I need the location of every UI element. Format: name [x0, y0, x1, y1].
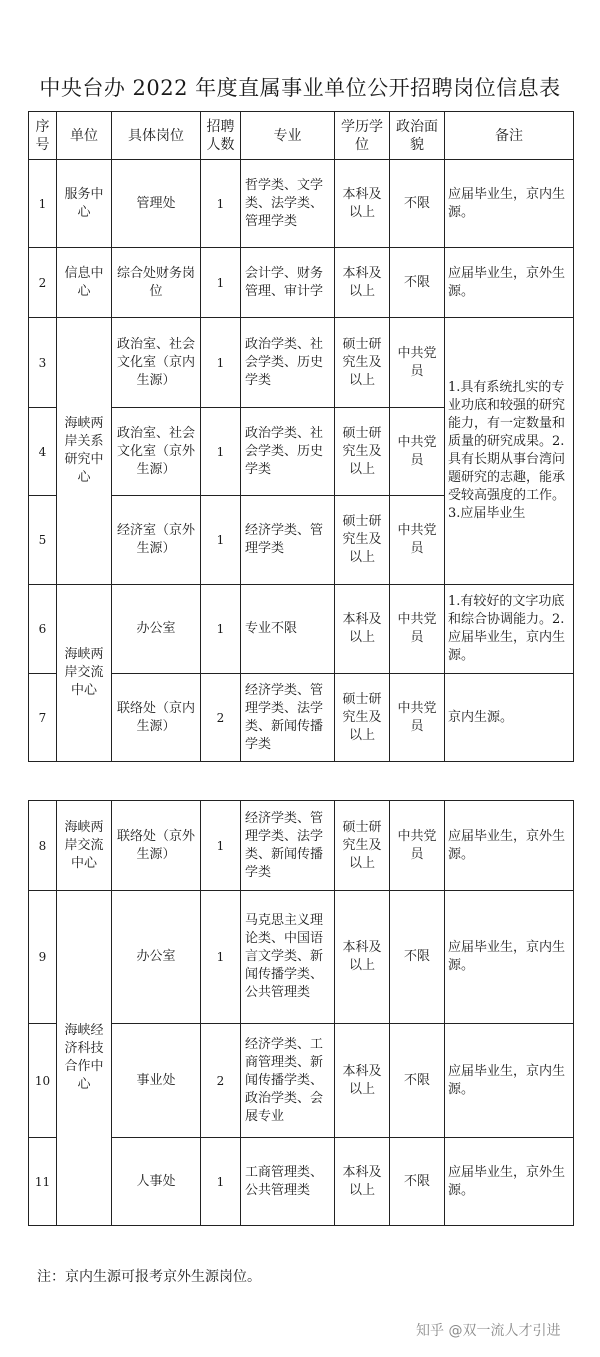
cell-political: 中共党员: [390, 801, 445, 891]
cell-political: 不限: [390, 1138, 445, 1226]
cell-seq: 11: [29, 1138, 57, 1226]
cell-unit: 海峡经济科技合作中心: [57, 891, 112, 1226]
cell-major: 会计学、财务管理、审计学: [241, 248, 335, 318]
cell-position: 经济室（京外生源）: [112, 496, 201, 585]
cell-political: 不限: [390, 160, 445, 248]
cell-education: 硕士研究生及以上: [335, 408, 390, 496]
cell-position: 政治室、社会文化室（京外生源）: [112, 408, 201, 496]
cell-seq: 1: [29, 160, 57, 248]
cell-unit: 服务中心: [57, 160, 112, 248]
cell-position: 人事处: [112, 1138, 201, 1226]
cell-count: 1: [201, 408, 241, 496]
cell-count: 1: [201, 801, 241, 891]
header-notes: 备注: [445, 112, 574, 160]
cell-notes: 应届毕业生，京内生源。: [445, 891, 574, 1024]
cell-major: 经济学类、管理学类: [241, 496, 335, 585]
cell-political: 中共党员: [390, 674, 445, 762]
cell-count: 1: [201, 248, 241, 318]
cell-education: 本科及以上: [335, 1138, 390, 1226]
cell-position: 办公室: [112, 585, 201, 674]
cell-major: 经济学类、管理学类、法学类、新闻传播学类: [241, 674, 335, 762]
cell-seq: 7: [29, 674, 57, 762]
cell-position: 联络处（京外生源）: [112, 801, 201, 891]
footnote: 注：京内生源可报考京外生源岗位。: [37, 1269, 261, 1285]
cell-notes: 应届毕业生，京外生源。: [445, 1138, 574, 1226]
cell-notes: 应届毕业生，京外生源。: [445, 248, 574, 318]
header-row: [29, 112, 574, 160]
cell-notes: 1.有较好的文字功底和综合协调能力。2.应届毕业生，京内生源。: [445, 585, 574, 674]
header-unit: 单位: [57, 112, 112, 160]
cell-seq: 10: [29, 1024, 57, 1138]
cell-position: 事业处: [112, 1024, 201, 1138]
table-row: [29, 160, 574, 248]
page-title: 中央台办 2022 年度直属事业单位公开招聘岗位信息表: [39, 76, 561, 100]
cell-political: 中共党员: [390, 408, 445, 496]
cell-major: 经济学类、管理学类、法学类、新闻传播学类: [241, 801, 335, 891]
cell-political: 中共党员: [390, 318, 445, 408]
cell-education: 硕士研究生及以上: [335, 496, 390, 585]
cell-education: 本科及以上: [335, 585, 390, 674]
cell-seq: 6: [29, 585, 57, 674]
recruitment-table-part2: [28, 800, 574, 1226]
cell-count: 1: [201, 1138, 241, 1226]
cell-unit: 信息中心: [57, 248, 112, 318]
cell-position: 联络处（京内生源）: [112, 674, 201, 762]
cell-seq: 5: [29, 496, 57, 585]
header-education: 学历学位: [335, 112, 390, 160]
cell-major: 马克思主义理论类、中国语言文学类、新闻传播学类、公共管理类: [241, 891, 335, 1024]
cell-unit: 海峡两岸交流中心: [57, 801, 112, 891]
cell-notes: 应届毕业生，京外生源。: [445, 801, 574, 891]
cell-position: 办公室: [112, 891, 201, 1024]
header-count: 招聘人数: [201, 112, 241, 160]
cell-education: 本科及以上: [335, 160, 390, 248]
cell-major: 经济学类、工商管理类、新闻传播学类、政治学类、会展专业: [241, 1024, 335, 1138]
cell-major: 专业不限: [241, 585, 335, 674]
cell-major: 政治学类、社会学类、历史学类: [241, 408, 335, 496]
watermark: 知乎 @双一流人才引进: [416, 1323, 561, 1339]
table-row: [29, 318, 574, 408]
cell-notes: 京内生源。: [445, 674, 574, 762]
cell-seq: 4: [29, 408, 57, 496]
cell-major: 政治学类、社会学类、历史学类: [241, 318, 335, 408]
cell-education: 本科及以上: [335, 248, 390, 318]
cell-education: 本科及以上: [335, 1024, 390, 1138]
cell-education: 硕士研究生及以上: [335, 674, 390, 762]
cell-education: 本科及以上: [335, 891, 390, 1024]
cell-major: 哲学类、文学类、法学类、管理学类: [241, 160, 335, 248]
table-row: [29, 585, 574, 674]
cell-political: 不限: [390, 1024, 445, 1138]
cell-unit: 海峡两岸关系研究中心: [57, 318, 112, 585]
header-major: 专业: [241, 112, 335, 160]
cell-count: 2: [201, 674, 241, 762]
cell-political: 不限: [390, 891, 445, 1024]
cell-unit: 海峡两岸交流中心: [57, 585, 112, 762]
cell-seq: 9: [29, 891, 57, 1024]
cell-education: 硕士研究生及以上: [335, 801, 390, 891]
cell-notes: 应届毕业生，京内生源。: [445, 1024, 574, 1138]
cell-count: 2: [201, 1024, 241, 1138]
cell-position: 管理处: [112, 160, 201, 248]
cell-major: 工商管理类、公共管理类: [241, 1138, 335, 1226]
cell-political: 中共党员: [390, 585, 445, 674]
cell-political: 不限: [390, 248, 445, 318]
table-row: [29, 801, 574, 891]
cell-count: 1: [201, 160, 241, 248]
cell-count: 1: [201, 318, 241, 408]
cell-count: 1: [201, 891, 241, 1024]
table-row: [29, 248, 574, 318]
cell-seq: 3: [29, 318, 57, 408]
cell-position: 政治室、社会文化室（京内生源）: [112, 318, 201, 408]
header-seq: 序号: [29, 112, 57, 160]
header-position: 具体岗位: [112, 112, 201, 160]
cell-political: 中共党员: [390, 496, 445, 585]
recruitment-table-part1: [28, 111, 574, 762]
cell-position: 综合处财务岗位: [112, 248, 201, 318]
header-political: 政治面貌: [390, 112, 445, 160]
cell-notes-merged: 1.具有系统扎实的专业功底和较强的研究能力，有一定数量和质量的研究成果。2.具有长期从事台湾问题研究的志趣，能承受较高强度的工作。3.应届毕业生: [445, 318, 574, 585]
cell-notes: 应届毕业生，京内生源。: [445, 160, 574, 248]
cell-seq: 8: [29, 801, 57, 891]
cell-seq: 2: [29, 248, 57, 318]
cell-count: 1: [201, 585, 241, 674]
cell-count: 1: [201, 496, 241, 585]
cell-education: 硕士研究生及以上: [335, 318, 390, 408]
table-row: [29, 891, 574, 1024]
